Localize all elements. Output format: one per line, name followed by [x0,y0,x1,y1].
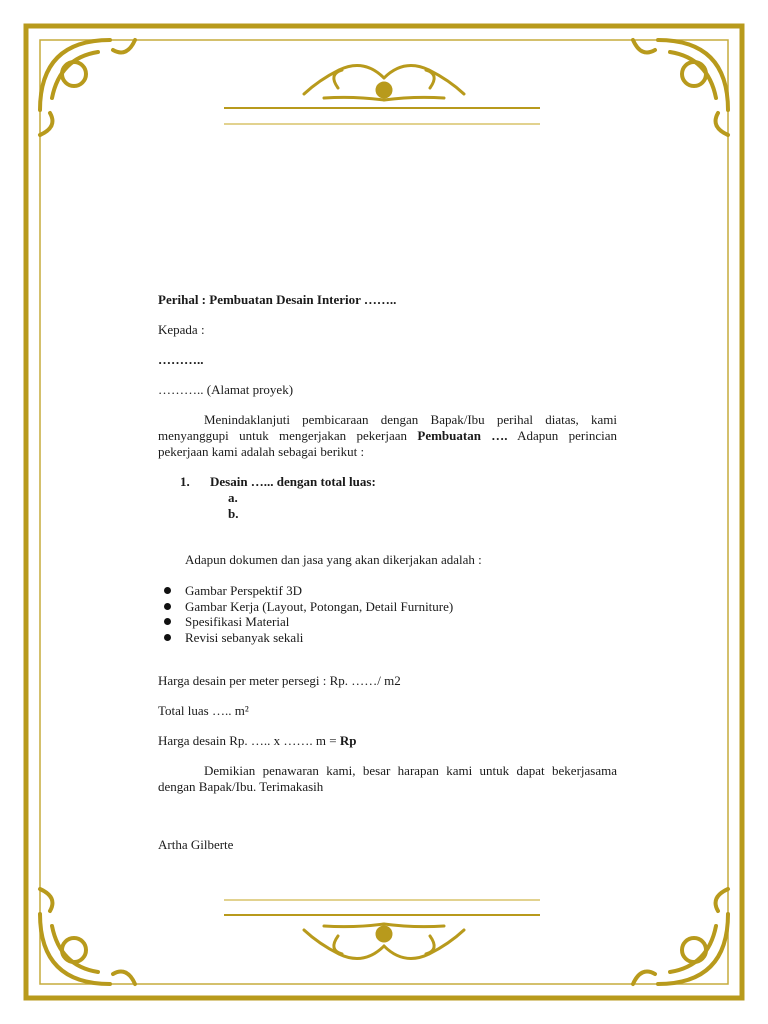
bullet-icon [164,603,171,610]
documents-list [158,583,617,645]
intro-text-2: Adapun perincian pekerjaan kami adalah sebagai berikut : [158,428,618,459]
closing-paragraph: Demikian penawaran kami, besar harapan kami untuk dapat bekerjasama dengan Bapak/Ibu. Terimakasih [158,763,617,794]
intro-bold: Pembuatan …. [417,428,508,443]
bullet-icon [164,587,171,594]
corner-ornament-bottom-left [40,889,135,984]
bullet-icon [164,618,171,625]
item-number: 1. [180,474,190,489]
work-item-1 [158,474,617,490]
bottom-center-ornament [304,924,464,959]
total-area: Total luas ….. m² [158,703,249,718]
list-item-text: Gambar Perspektif 3D [185,583,302,598]
corner-ornament-top-right [633,40,728,135]
total-price [158,733,617,749]
total-price-text: Harga desain Rp. ….. x ……. m = [158,733,340,748]
letter-body [158,292,617,853]
corner-ornament-bottom-right [633,889,728,984]
list-item [158,630,617,646]
recipient-name: ……….. [158,352,204,367]
signature: Artha Gilberte [158,837,234,852]
sub-item-b: b. [228,506,239,521]
corner-ornament-top-left [40,40,135,135]
list-item [158,583,617,599]
list-item-text: Revisi sebanyak sekali [185,629,304,645]
bullet-icon [164,634,171,641]
top-center-ornament [304,66,464,101]
total-price-bold: Rp [339,733,357,748]
recipient-address: ……….. (Alamat proyek) [158,382,294,397]
letter-subject: Perihal : Pembuatan Desain Interior …….. [158,292,397,307]
list-item [158,614,617,630]
list-item-text: Spesifikasi Material [185,614,290,629]
item-text: Desain …... dengan total luas: [210,474,376,489]
intro-paragraph [158,412,617,460]
intro-text-1: Menindaklanjuti pembicaraan dengan Bapak/Ibu perihal diatas, kami menyanggupi untuk mengerjakan pekerjaan [158,412,617,443]
list-item-text: Gambar Kerja (Layout, Potongan, Detail Furniture) [185,598,454,614]
price-per-meter: Harga desain per meter persegi : Rp. ……/ m2 [158,673,401,688]
documents-intro: Adapun dokumen dan jasa yang akan dikerjakan adalah : [185,552,482,567]
to-label: Kepada : [158,322,205,337]
list-item [158,599,617,615]
sub-item-a: a. [228,490,238,505]
